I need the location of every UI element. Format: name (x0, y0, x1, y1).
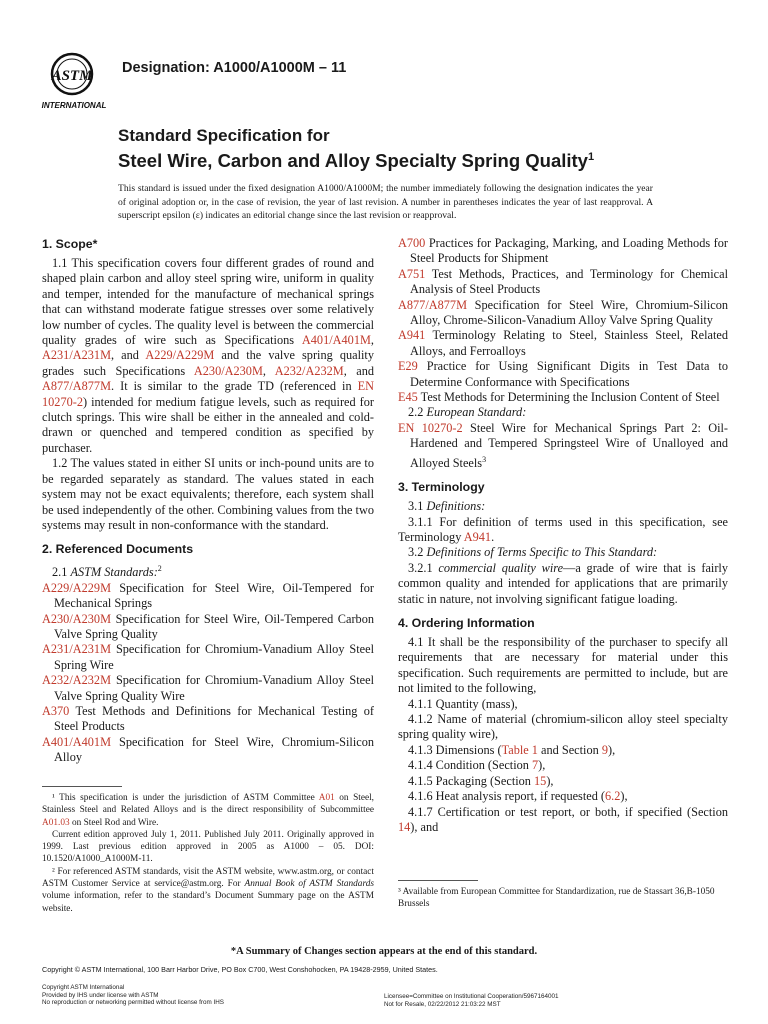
footnote-rule (42, 786, 122, 787)
designation: Designation: A1000/A1000M – 11 (122, 60, 347, 76)
reference-item: A232/A232M Specification for Chromium-Vanadium Alloy Steel Valve Spring Quality Wire (42, 673, 374, 703)
summary-note: *A Summary of Changes section appears at the end of this standard. (230, 946, 538, 957)
issue-note: This standard is issued under the fixed designation A1000/A1000M; the number immediately following the designation indicates the year of original adoption or, in the case of revision, the year of last revision. A number in parentheses indicates the year of last reapproval. A superscript epsilon (ε) indicates an editorial change since the last revision or reapproval. (118, 183, 653, 222)
ref-link[interactable]: A877/A877M (42, 379, 112, 394)
footnote-1: ¹ This specification is under the jurisdiction of ASTM Committee A01 on Steel, Stainless Steel and Related Alloys and is the direct responsibility of Subcommittee A01.03 on Steel Rod and Wire. (42, 793, 375, 828)
reference-item: A700 Practices for Packaging, Marking, and Loading Methods for Steel Products for Shipment (398, 236, 728, 266)
left-column (42, 236, 374, 766)
copyright-line: Copyright © ASTM International, 100 Barr Harbor Drive, PO Box C700, West Conshohocken, PA 19428-2959, United States. (42, 965, 438, 974)
ordering-4-1: 4.1 It shall be the responsibility of the purchaser to specify all requirements that are necessary for material under this specification. Such requirements are permitted to include, but are not limited to the following, (398, 635, 728, 696)
terminology-heading: 3. Terminology (398, 480, 485, 495)
ref-link[interactable]: A229/A229M (42, 580, 112, 595)
logo-subtext: INTERNATIONAL (41, 101, 107, 110)
footnote-3: ³ Available from European Committee for Standardization, rue de Stassart 36,B-1050 Brussels (398, 887, 715, 910)
ordering-4-1-2: 4.1.2 Name of material (chromium-silicon alloy steel specialty spring quality wire), (398, 712, 728, 742)
ref-link[interactable]: A230/A230M (42, 611, 112, 626)
referenced-heading: 2. Referenced Documents (42, 542, 194, 557)
footnotes (42, 792, 374, 915)
reference-item: A231/A231M Specification for Chromium-Vanadium Alloy Steel Spring Wire (42, 642, 374, 672)
reference-item: A751 Test Methods, Practices, and Terminology for Chemical Analysis of Steel Products (398, 266, 728, 297)
scope-1-2: 1.2 The values stated in either SI units or inch-pound units are to be regarded separately as standard. The values stated in each system may not be exact equivalents; therefore, each system shall be used independently of the other. Combining values from the two systems may result in non-conformance with the standard. (42, 456, 374, 532)
terminology-3-1: 3.1 Definitions: (408, 499, 486, 514)
terminology-3-2: 3.2 Definitions of Terms Specific to This Standard: (408, 545, 658, 560)
reference-item: E45 Test Methods for Determining the Inclusion Content of Steel (398, 390, 720, 405)
scope-heading: 1. Scope* (42, 237, 98, 251)
right-column (398, 236, 728, 835)
ref-link[interactable]: A941 (398, 328, 426, 343)
reference-item: A230/A230M Specification for Steel Wire, Oil-Tempered Carbon Valve Spring Quality (42, 611, 374, 642)
footnote-rule (398, 880, 478, 881)
ref-link[interactable]: A231/A231M (42, 348, 112, 363)
ref-link[interactable]: Table 1 (501, 742, 538, 757)
ref-link[interactable]: A751 (398, 266, 426, 281)
ordering-4-1-7: 4.1.7 Certification or test report, or both, if specified (Section 14), and (398, 804, 728, 834)
ordering-4-1-5: 4.1.5 Packaging (Section 15), (408, 773, 554, 788)
ref-link[interactable]: A230/A230M (193, 363, 263, 378)
ref-link[interactable]: E29 (398, 359, 418, 374)
ordering-heading: 4. Ordering Information (398, 616, 535, 631)
footnote-2: ² For referenced ASTM standards, visit the ASTM website, www.astm.org, or contact ASTM Customer Service at service@astm.org. For Annual Book of ASTM Standards volume information, refer to the standard’s Document Summary page on the ASTM website. (42, 866, 374, 914)
ref-link[interactable]: A231/A231M (42, 642, 112, 657)
reference-item: A370 Test Methods and Definitions for Mechanical Testing of Steel Products (42, 704, 374, 734)
ref-link[interactable]: 14 (398, 819, 411, 834)
license-left: Copyright ASTM International Provided by IHS under license with ASTM No reproduction or networking permitted without license from IHS (42, 984, 224, 1007)
astm-standards-subheading: 2.1 ASTM Standards:$^2$ (52, 564, 162, 580)
ref-link[interactable]: A941 (463, 530, 492, 544)
license-right: Licensee=Committee on Institutional Cooperation/5967164001 Not for Resale, 02/22/2012 21:03:22 MST (384, 993, 559, 1008)
ref-link[interactable]: EN 10270-2 (398, 420, 463, 435)
ref-link[interactable]: A370 (42, 704, 70, 719)
ref-link[interactable]: A877/A877M (398, 297, 468, 312)
ref-link[interactable]: EN 10270-2 (42, 379, 374, 409)
ordering-4-1-6: 4.1.6 Heat analysis report, if requested (6.2), (408, 789, 628, 804)
logo-text: ASTM (51, 68, 93, 84)
title-line1: Standard Specification for (118, 126, 330, 145)
reference-list (42, 581, 374, 766)
ref-link[interactable]: A01 (318, 793, 335, 803)
terminology-3-2-1: 3.2.1 commercial quality wire—a grade of wire that is fairly common quality and intended for applications that are primarily static in nature, not involving significant fatigue loading. (398, 560, 728, 606)
ref-link[interactable]: A229/A229M (145, 348, 215, 363)
ref-link[interactable]: 7 (532, 758, 539, 773)
ref-link[interactable]: E45 (398, 390, 418, 405)
terminology-3-1-1: 3.1.1 For definition of terms used in this specification, see Terminology A941. (398, 514, 728, 544)
title-line2: Steel Wire, Carbon and Alloy Specialty Spring Quality$^1$ (118, 150, 595, 172)
reference-item: A877/A877M Specification for Steel Wire, Chromium-Silicon Alloy, Chrome-Silicon-Vanadium Alloy Valve Spring Quality (398, 297, 728, 328)
scope-1-1: 1.1 This specification covers four different grades of round and shaped plain carbon and alloy steel spring wire, uniform in quality and temper, intended for the manufacture of mechanical springs that can withstand moderate fatigue stresses over some relatively low number of cycles. The quality level is between the commercial quality grades of wire such as Specifications A401/A401M, A231/A231M, and A229/A229M and the valve spring quality grades such Specifications A230/A230M, A232/A232M, and A877/A877M. It is similar to the grade TD (referenced in EN 10270-2) intended for medium fatigue levels, such as required for clutch springs. This wire shall be either in the annealed and cold-drawn or quenched and tempered condition as specified by purchaser. (42, 256, 375, 455)
european-standard-subheading: 2.2 European Standard: (408, 405, 527, 420)
reference-list (398, 236, 728, 405)
reference-item: A401/A401M Specification for Steel Wire, Chromium-Silicon Alloy (42, 734, 375, 765)
reference-item: E29 Practice for Using Significant Digits in Test Data to Determine Conformance with Specifications (398, 359, 728, 389)
ref-link[interactable]: 9 (601, 742, 608, 757)
ref-link[interactable]: A700 (398, 236, 426, 250)
ref-link[interactable]: A401/A401M (42, 734, 112, 749)
reference-item: A941 Terminology Relating to Steel, Stainless Steel, Related Alloys, and Ferroalloys (398, 328, 728, 358)
ref-link[interactable]: 15 (534, 773, 547, 788)
reference-item: A229/A229M Specification for Steel Wire, Oil-Tempered for Mechanical Springs (42, 580, 374, 611)
ref-link[interactable]: A01.03 (42, 817, 70, 828)
ordering-4-1-3: 4.1.3 Dimensions (Table 1 and Section 9), (408, 742, 616, 757)
ref-link[interactable]: A232/A232M (274, 363, 344, 378)
footnote-1-edition: Current edition approved July 1, 2011. Published July 2011. Originally approved in 1999. Last previous edition approved in 2005 as A1000 – 05. DOI: 10.1520/A1000_A1000M-11. (42, 829, 374, 865)
astm-logo (40, 50, 112, 112)
ref-link[interactable]: A401/A401M (301, 333, 371, 348)
ordering-4-1-1: 4.1.1 Quantity (mass), (408, 696, 518, 711)
ordering-4-1-4: 4.1.4 Condition (Section 7), (408, 758, 546, 773)
reference-item: EN 10270-2 Steel Wire for Mechanical Springs Part 2: Oil-Hardened and Tempered Springsteel Wire of Unalloyed and Alloyed Steels$^3$ (398, 420, 729, 470)
ref-link[interactable]: A232/A232M (42, 673, 112, 688)
ref-link[interactable]: 6.2 (605, 789, 621, 804)
title-block (118, 126, 678, 172)
